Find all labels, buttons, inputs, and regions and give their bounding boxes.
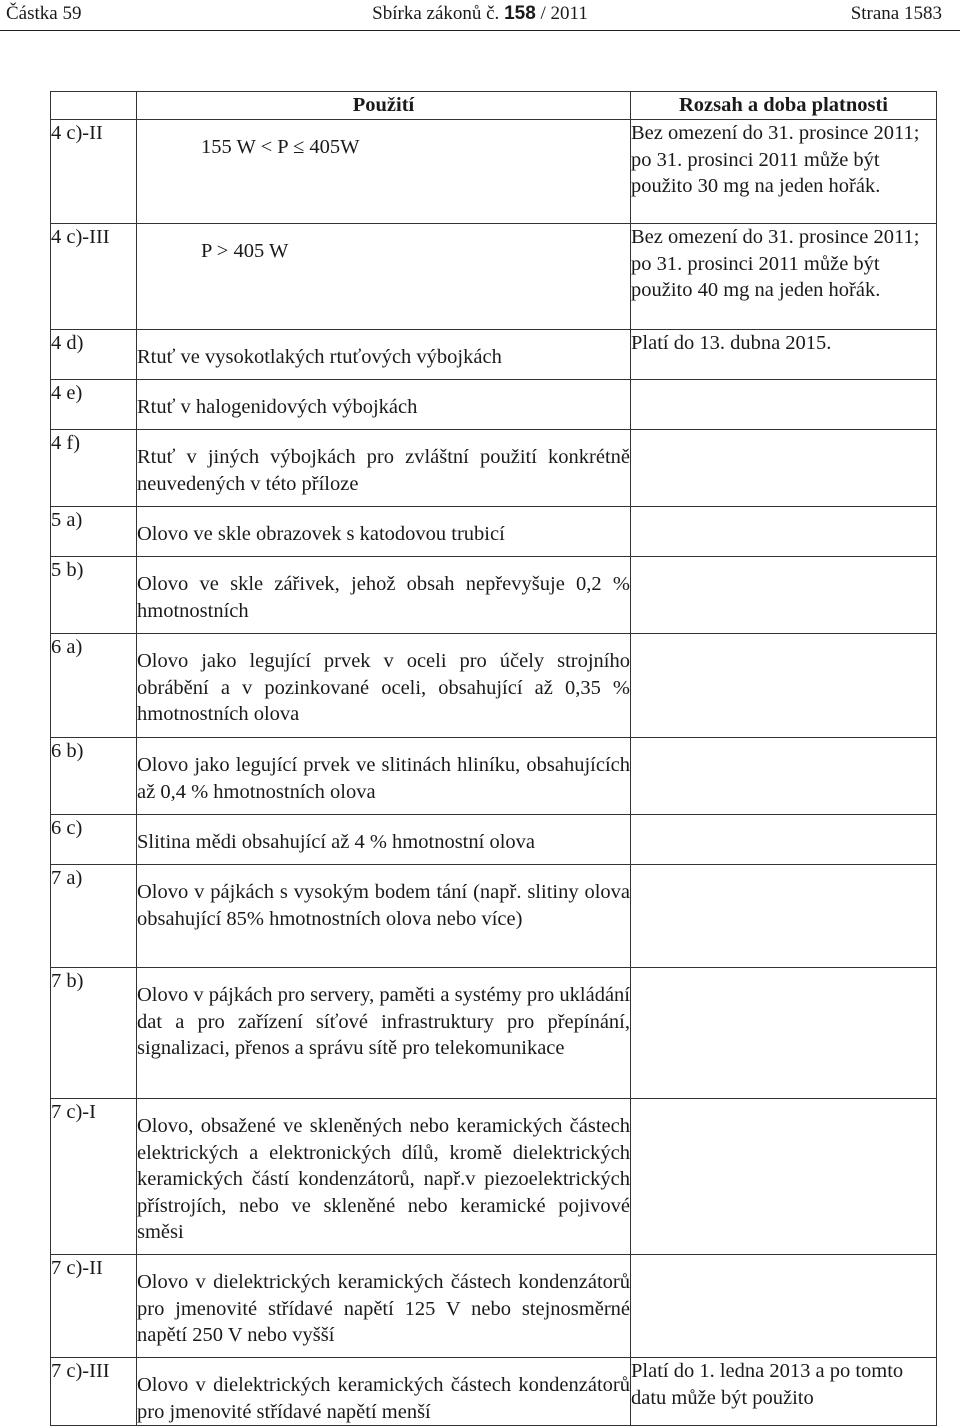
row-use: Rtuť v halogenidových výbojkách <box>137 380 631 430</box>
row-code: 4 c)-III <box>51 224 137 330</box>
row-code: 7 c)-III <box>51 1358 137 1426</box>
row-use: Olovo jako legující prvek ve slitinách hliníku, obsahujících až 0,4 % hmotnostních olova <box>137 738 631 815</box>
table-row <box>51 865 937 968</box>
table-row <box>51 507 937 557</box>
row-use: Rtuť ve vysokotlakých rtuťových výbojkách <box>137 330 631 380</box>
header-scope: Rozsah a doba platnosti <box>631 92 937 120</box>
row-code: 4 e) <box>51 380 137 430</box>
row-use: Olovo ve skle obrazovek s katodovou trubicí <box>137 507 631 557</box>
row-scope <box>631 557 937 634</box>
row-code: 7 a) <box>51 865 137 968</box>
row-scope <box>631 738 937 815</box>
table-row <box>51 557 937 634</box>
collection-year: / 2011 <box>540 3 588 24</box>
row-code: 6 b) <box>51 738 137 815</box>
row-code: 6 c) <box>51 815 137 865</box>
row-use: Olovo v pájkách pro servery, paměti a systémy pro ukládání dat a pro zařízení síťové infrastruktury pro přepínání, signalizaci, přenos a správu sítě pro telekomunikace <box>137 968 631 1099</box>
row-code: 4 f) <box>51 430 137 507</box>
row-code: 4 d) <box>51 330 137 380</box>
row-use: Olovo ve skle zářivek, jehož obsah nepřevyšuje 0,2 % hmotnostních <box>137 557 631 634</box>
table-row <box>51 224 937 330</box>
row-scope <box>631 507 937 557</box>
header-code-cell <box>51 92 137 120</box>
collection-prefix: Sbírka zákonů č. <box>372 3 500 24</box>
row-scope <box>631 380 937 430</box>
row-scope: Bez omezení do 31. prosince 2011; po 31. prosinci 2011 může být použito 30 mg na jeden hořák. <box>631 120 937 224</box>
table-row <box>51 815 937 865</box>
page-header <box>0 0 960 31</box>
row-code: 4 c)-II <box>51 120 137 224</box>
row-use: Olovo, obsažené ve skleněných nebo keramických částech elektrických a elektronických dílů, kromě dielektrických keramických částí kondenzátorů, např.v piezoelektrických přístrojích, nebo ve skleněné nebo keramické pojivové směsi <box>137 1099 631 1255</box>
table-row <box>51 380 937 430</box>
row-use: Slitina mědi obsahující až 4 % hmotnostní olova <box>137 815 631 865</box>
row-use: Olovo v dielektrických keramických částech kondenzátorů pro jmenovité střídavé napětí menší <box>137 1358 631 1426</box>
row-scope: Platí do 1. ledna 2013 a po tomto datu může být použito <box>631 1358 937 1426</box>
table-row <box>51 1099 937 1255</box>
row-use: P > 405 W <box>137 224 631 330</box>
row-scope: Platí do 13. dubna 2015. <box>631 330 937 380</box>
row-scope <box>631 865 937 968</box>
row-use: Rtuť v jiných výbojkách pro zvláštní použití konkrétně neuvedených v této příloze <box>137 430 631 507</box>
table-row <box>51 1255 937 1358</box>
table-row <box>51 738 937 815</box>
row-code: 6 a) <box>51 634 137 738</box>
row-use: Olovo jako legující prvek v oceli pro účely strojního obrábění a v pozinkované oceli, obsahující až 0,35 % hmotnostních olova <box>137 634 631 738</box>
collection-title <box>0 3 960 25</box>
table-row <box>51 120 937 224</box>
row-scope <box>631 1255 937 1358</box>
table-header-row <box>51 92 937 120</box>
law-number: 158 <box>504 3 536 24</box>
row-use: 155 W < P ≤ 405W <box>137 120 631 224</box>
row-scope <box>631 815 937 865</box>
issue-part: Částka 59 <box>6 3 82 24</box>
row-scope <box>631 634 937 738</box>
table-row <box>51 1358 937 1426</box>
row-code: 7 b) <box>51 968 137 1099</box>
table-row <box>51 430 937 507</box>
row-code: 7 c)-II <box>51 1255 137 1358</box>
table-row <box>51 634 937 738</box>
page-number: Strana 1583 <box>850 3 942 24</box>
row-code: 7 c)-I <box>51 1099 137 1255</box>
row-scope <box>631 968 937 1099</box>
row-use: Olovo v dielektrických keramických částech kondenzátorů pro jmenovité střídavé napětí 125 V nebo stejnosměrné napětí 250 V nebo vyšší <box>137 1255 631 1358</box>
row-code: 5 a) <box>51 507 137 557</box>
exemptions-table <box>50 91 937 1426</box>
row-scope <box>631 1099 937 1255</box>
table-row <box>51 968 937 1099</box>
row-use: Olovo v pájkách s vysokým bodem tání (např. slitiny olova obsahující 85% hmotnostních olova nebo více) <box>137 865 631 968</box>
header-use: Použití <box>137 92 631 120</box>
row-code: 5 b) <box>51 557 137 634</box>
row-scope: Bez omezení do 31. prosince 2011; po 31. prosinci 2011 může být použito 40 mg na jeden hořák. <box>631 224 937 330</box>
row-scope <box>631 430 937 507</box>
table-row <box>51 330 937 380</box>
